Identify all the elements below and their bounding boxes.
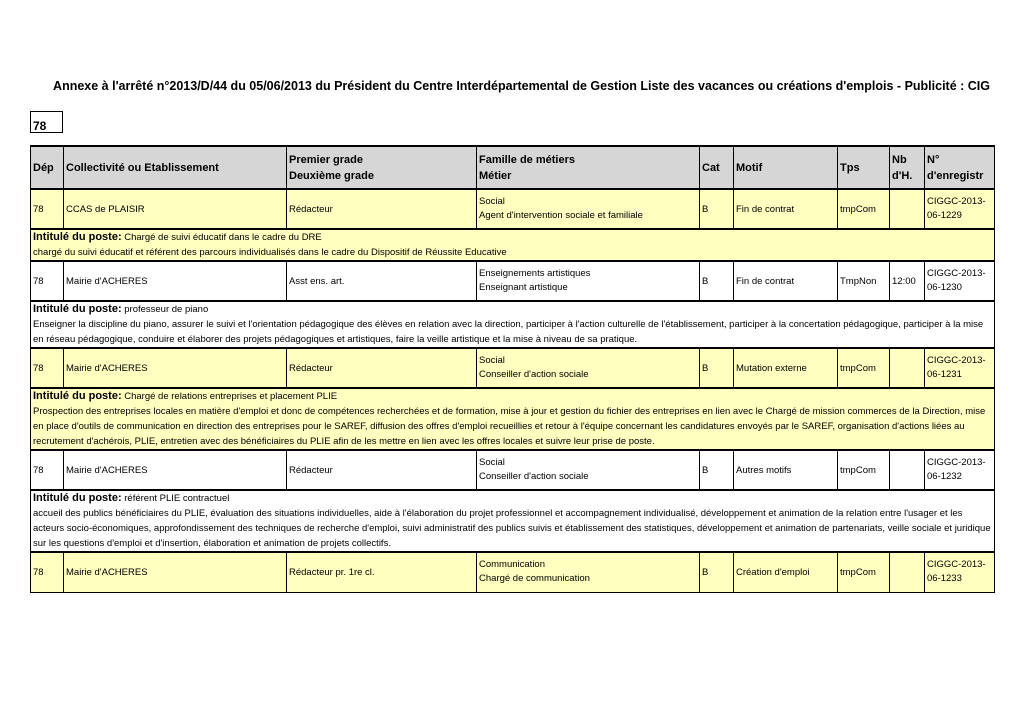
cell-famille: Social: [479, 196, 505, 207]
table-header-row: [31, 146, 995, 189]
cell-dep: 78: [31, 348, 64, 388]
job-description-cell: [31, 490, 995, 552]
cell-num-1: CIGGC-2013-: [927, 196, 986, 207]
header-num-1: N°: [927, 153, 940, 166]
cell-dep: 78: [31, 261, 64, 301]
cell-metier: Conseiller d'action sociale: [479, 369, 589, 380]
job-row: [31, 261, 995, 301]
header-grade-2: Deuxième grade: [289, 169, 374, 182]
header-metier: Métier: [479, 169, 512, 182]
cell-famille-metier: [477, 189, 700, 229]
intitule-value: Chargé de relations entreprises et placement PLIE: [124, 391, 338, 402]
cell-num-2: 06-1230: [927, 282, 962, 293]
cell-tps: TmpNon: [838, 261, 890, 301]
cell-cat: B: [700, 552, 734, 592]
job-row: [31, 189, 995, 229]
cell-motif: Fin de contrat: [734, 261, 838, 301]
cell-famille-metier: [477, 348, 700, 388]
header-famille: [477, 146, 700, 189]
cell-num: [925, 261, 995, 301]
intitule-label: Intitulé du poste:: [33, 492, 122, 504]
intitule-label: Intitulé du poste:: [33, 303, 122, 315]
cell-cat: B: [700, 450, 734, 490]
cell-famille: Enseignements artistiques: [479, 268, 591, 279]
job-description-text: accueil des publics bénéficiaires du PLIE, évaluation des situations individuelles, aide à l'élaboration du projet professionnel et accompagnement individualisé, développement et animation de la relation entre l'usager et les acteurs socio-économiques, approfondissement des techniques de recherche d'emploi, suivi administratif des publics suivis et établissement des statistiques, développement et animation de partenariats, veille sociale et juridique sur les questions d'emploi et d'insertion, élaboration et animation de projets collectifs.: [33, 508, 991, 549]
page-number-box: 78: [30, 111, 63, 133]
cell-grade: Rédacteur: [287, 348, 477, 388]
cell-motif: Mutation externe: [734, 348, 838, 388]
cell-tps: tmpCom: [838, 450, 890, 490]
cell-motif: Création d'emploi: [734, 552, 838, 592]
cell-famille-metier: [477, 450, 700, 490]
cell-collectivite: CCAS de PLAISIR: [64, 189, 287, 229]
cell-num-1: CIGGC-2013-: [927, 457, 986, 468]
header-dep: Dép: [31, 146, 64, 189]
cell-cat: B: [700, 261, 734, 301]
cell-metier: Conseiller d'action sociale: [479, 471, 589, 482]
header-nb-2: d'H.: [892, 169, 913, 182]
cell-collectivite: Mairie d'ACHERES: [64, 450, 287, 490]
cell-grade: Rédacteur pr. 1re cl.: [287, 552, 477, 592]
header-nb: [890, 146, 925, 189]
job-description-text: chargé du suivi éducatif et référent des parcours individualisés dans le cadre du Dispositif de Réussite Educative: [33, 247, 507, 258]
intitule-label: Intitulé du poste:: [33, 231, 122, 243]
cell-collectivite: Mairie d'ACHERES: [64, 261, 287, 301]
cell-cat: B: [700, 189, 734, 229]
cell-grade: Rédacteur: [287, 189, 477, 229]
header-collectivite: Collectivité ou Etablissement: [64, 146, 287, 189]
cell-num-2: 06-1229: [927, 210, 962, 221]
job-description-cell: [31, 229, 995, 261]
cell-grade: Rédacteur: [287, 450, 477, 490]
header-motif: Motif: [734, 146, 838, 189]
intitule-value: Chargé de suivi éducatif dans le cadre du DRE: [124, 232, 322, 243]
cell-metier: Agent d'intervention sociale et familiale: [479, 210, 643, 221]
cell-metier: Chargé de communication: [479, 573, 590, 585]
cell-num-2: 06-1232: [927, 471, 962, 482]
job-row: [31, 450, 995, 490]
cell-metier: Enseignant artistique: [479, 282, 568, 293]
cell-nb: [890, 348, 925, 388]
cell-tps: tmpCom: [838, 348, 890, 388]
cell-grade: Asst ens. art.: [287, 261, 477, 301]
intitule-label: Intitulé du poste:: [33, 390, 122, 402]
cell-nb: [890, 450, 925, 490]
cell-num-1: CIGGC-2013-: [927, 355, 986, 366]
cell-tps: tmpCom: [838, 552, 890, 592]
cell-motif: Fin de contrat: [734, 189, 838, 229]
header-tps: Tps: [838, 146, 890, 189]
cell-cat: B: [700, 348, 734, 388]
intitule-value: référent PLIE contractuel: [124, 493, 230, 504]
job-description-row: [31, 301, 995, 348]
cell-collectivite: Mairie d'ACHERES: [64, 348, 287, 388]
header-cat: Cat: [700, 146, 734, 189]
cell-famille: Social: [479, 457, 505, 468]
cell-famille: Communication: [479, 559, 545, 571]
job-description-cell: [31, 301, 995, 348]
cell-num: [925, 552, 995, 592]
header-num: [925, 146, 995, 189]
cell-num-2: 06-1231: [927, 369, 962, 380]
cell-dep: 78: [31, 450, 64, 490]
cell-famille: Social: [479, 355, 505, 366]
cell-nb: 12:00: [890, 261, 925, 301]
header-grade-1: Premier grade: [289, 153, 363, 166]
job-description-row: [31, 229, 995, 261]
cell-collectivite: Mairie d'ACHERES: [64, 552, 287, 592]
cell-famille-metier: [477, 261, 700, 301]
cell-num-2: 06-1233: [927, 573, 962, 585]
cell-num-1: CIGGC-2013-: [927, 559, 986, 571]
job-description-cell: [31, 388, 995, 450]
document-title: Annexe à l'arrêté n°2013/D/44 du 05/06/2013 du Président du Centre Interdépartemental de Gestion Liste des vacances ou créations d'emplois - Publicité : CIG: [53, 79, 990, 93]
cell-dep: 78: [31, 552, 64, 592]
cell-num: [925, 189, 995, 229]
job-description-row: [31, 490, 995, 552]
header-nb-1: Nb: [892, 153, 907, 166]
vacancies-table: [30, 145, 995, 593]
intitule-value: professeur de piano: [124, 304, 209, 315]
job-description-text: Enseigner la discipline du piano, assurer le suivi et l'orientation pédagogique des élèves en relation avec la direction, participer à l'action culturelle de l'établissement, participer à la concertation pédagogique, participer à la mise en réseau pédagogique, conduire et élaborer des projets pédagogiques et artistiques, faire la veille artistique et la mise à niveau de sa pratique.: [33, 319, 984, 345]
cell-nb: [890, 189, 925, 229]
cell-num: [925, 348, 995, 388]
cell-tps: tmpCom: [838, 189, 890, 229]
cell-famille-metier: [477, 552, 700, 592]
job-row: [31, 552, 995, 592]
cell-num: [925, 450, 995, 490]
header-num-2: d'enregistr: [927, 169, 984, 182]
header-grade: [287, 146, 477, 189]
header-famille-1: Famille de métiers: [479, 153, 575, 166]
cell-dep: 78: [31, 189, 64, 229]
cell-motif: Autres motifs: [734, 450, 838, 490]
cell-nb: [890, 552, 925, 592]
job-description-text: Prospection des entreprises locales en matière d'emploi et donc de compétences recherchées et de formation, mise à jour et gestion du fichier des entreprises en lien avec le Chargé de mission commerces de la Direction, mise en place d'outils de communication en direction des entreprises pour le SAREF, diffusion des offres d'emploi recueillies et retour à l'équipe concernant les candidatures envoyés par le SAREF, organisation d'actions liées au recrutement d'achérois, PLIE, entretien avec des bénéficiaires du PLIE afin de les mettre en lien avec les offres locales et suivre leur prise de poste.: [33, 406, 986, 447]
cell-num-1: CIGGC-2013-: [927, 268, 986, 279]
job-description-row: [31, 388, 995, 450]
job-row: [31, 348, 995, 388]
